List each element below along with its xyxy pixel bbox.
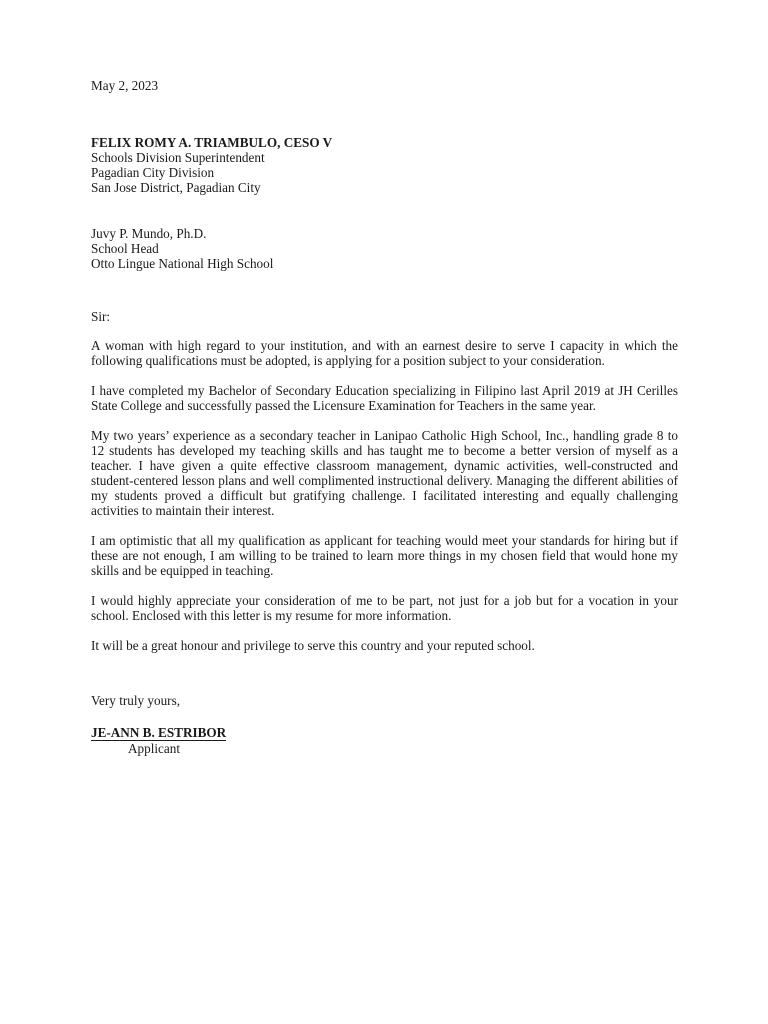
recipient-division: Pagadian City Division: [91, 165, 215, 180]
body-paragraph-experience: My two years’ experience as a secondary teacher in Lanipao Catholic High School, Inc., handling grade 8 to 12 students has developed my teaching skills and has taught me to become a better version of myself as a teacher. I have given a quite effective classroom management, dynamic activities, well-constructed and student-centered lesson plans and well complimented instructional delivery. Managing the different abilities of my students proved a difficult but gratifying challenge. I facilitated interesting and equally challenging activities to maintain their interest.: [91, 428, 678, 518]
recipient-address: San Jose District, Pagadian City: [91, 180, 261, 195]
recipient-name: FELIX ROMY A. TRIAMBULO, CESO V: [91, 135, 333, 150]
recipient-position: Schools Division Superintendent: [91, 150, 265, 165]
salutation: Sir:: [91, 309, 111, 324]
body-paragraph-intro: A woman with high regard to your institution, and with an earnest desire to serve I capacity in which the following qualifications must be adopted, is applying for a position subject to your consideration.: [91, 338, 678, 368]
signatory-title: Applicant: [128, 741, 181, 756]
letter-page: [91, 78, 678, 756]
thru-block: [91, 226, 678, 271]
thru-school: Otto Lingue National High School: [91, 256, 274, 271]
closing-line: Very truly yours,: [91, 693, 181, 708]
letter-date: May 2, 2023: [91, 78, 159, 93]
signatory-name: JE-ANN B. ESTRIBOR: [91, 725, 227, 740]
body-paragraph-appreciation: I would highly appreciate your consideration of me to be part, not just for a job but for a vocation in your school. Enclosed with this letter is my resume for more information.: [91, 593, 678, 623]
signature-block: [91, 725, 678, 756]
body-paragraph-optimism: I am optimistic that all my qualification as applicant for teaching would meet your standards for hiring but if these are not enough, I am willing to be trained to learn more things in my chosen field that would hone my skills and be equipped in teaching.: [91, 533, 678, 578]
recipient-block: [91, 135, 678, 195]
body-paragraph-education: I have completed my Bachelor of Secondary Education specializing in Filipino last April 2019 at JH Cerilles State College and successfully passed the Licensure Examination for Teachers in the same year.: [91, 383, 678, 413]
letter-body: [91, 338, 678, 653]
body-paragraph-honour: It will be a great honour and privilege to serve this country and your reputed school.: [91, 638, 535, 653]
thru-position: School Head: [91, 241, 159, 256]
thru-name: Juvy P. Mundo, Ph.D.: [91, 226, 207, 241]
